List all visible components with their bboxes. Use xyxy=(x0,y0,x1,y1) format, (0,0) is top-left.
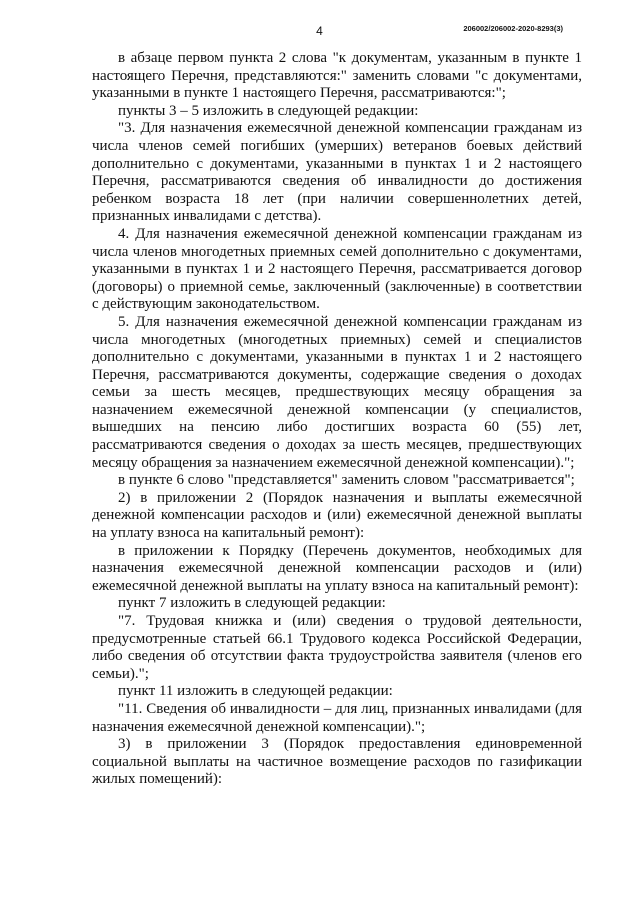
paragraph-12: "11. Сведения об инвалидности – для лиц, признанных инвалидами (для назначения ежемесячной денежной компенсации)."; xyxy=(92,700,582,735)
paragraph-5: 5. Для назначения ежемесячной денежной компенсации гражданам из числа многодетных (многодетных приемных) семей и специалистов дополнительно с документами, указанными в пунктах 1 и 2 настоящего Перечня, рассматриваются документы, содержащие сведения о доходах семьи за шесть месяцев, предшествующих месяцу обращения за назначением ежемесячной денежной компенсации (у специалистов, вышедших на пенсию либо достигших возраста 60 (55) лет, рассматриваются сведения о доходах за шесть месяцев, предшествующих месяцу обращения за назначением ежемесячной денежной компенсации)."; xyxy=(92,313,582,471)
document-code: 206002/206002-2020-8293(3) xyxy=(463,24,563,33)
paragraph-6: в пункте 6 слово "представляется" заменить словом "рассматривается"; xyxy=(118,472,575,489)
paragraph-8: в приложении к Порядку (Перечень документов, необходимых для назначения ежемесячной денежной компенсации расходов и (или) ежемесячной денежной выплаты на уплату взноса на капитальный ремонт): xyxy=(92,542,582,594)
page-number: 4 xyxy=(316,24,323,38)
paragraph-11: пункт 11 изложить в следующей редакции: xyxy=(118,683,393,700)
paragraph-10: "7. Трудовая книжка и (или) сведения о трудовой деятельности, предусмотренные статьей 66.1 Трудового кодекса Российской Федерации, либо сведения об отсутствии факта трудоустройства заявителя (членов его семьи)."; xyxy=(92,613,582,682)
paragraph-13: 3) в приложении 3 (Порядок предоставления единовременной социальной выплаты на частичное возмещение расходов по газификации жилых помещений): xyxy=(92,736,582,788)
document-body xyxy=(92,50,582,789)
paragraph-2: пункты 3 – 5 изложить в следующей редакции: xyxy=(118,102,419,119)
paragraph-1: в абзаце первом пункта 2 слова "к документам, указанным в пункте 1 настоящего Перечня, представляются:" заменить словами "с документами, указанными в пункте 1 настоящего Перечня, рассматриваются:"; xyxy=(92,50,582,102)
paragraph-4: 4. Для назначения ежемесячной денежной компенсации гражданам из числа членов многодетных приемных семей дополнительно с документами, указанными в пунктах 1 и 2 настоящего Перечня, рассматривается договор (договоры) о приемной семье, заключенный (заключенные) в соответствии с действующим законодательством. xyxy=(92,225,582,313)
paragraph-7: 2) в приложении 2 (Порядок назначения и выплаты ежемесячной денежной компенсации расходов и (или) ежемесячной денежной выплаты на уплату взноса на капитальный ремонт): xyxy=(92,489,582,542)
paragraph-3: "3. Для назначения ежемесячной денежной компенсации гражданам из числа членов семей погибших (умерших) ветеранов боевых действий дополнительно с документами, указанными в пунктах 1 и 2 настоящего Перечня, рассматриваются сведения об инвалидности до достижения ребенком возраста 18 лет (при наличии совершеннолетних детей, признанных инвалидами с детства). xyxy=(92,120,582,225)
paragraph-9: пункт 7 изложить в следующей редакции: xyxy=(118,595,386,612)
